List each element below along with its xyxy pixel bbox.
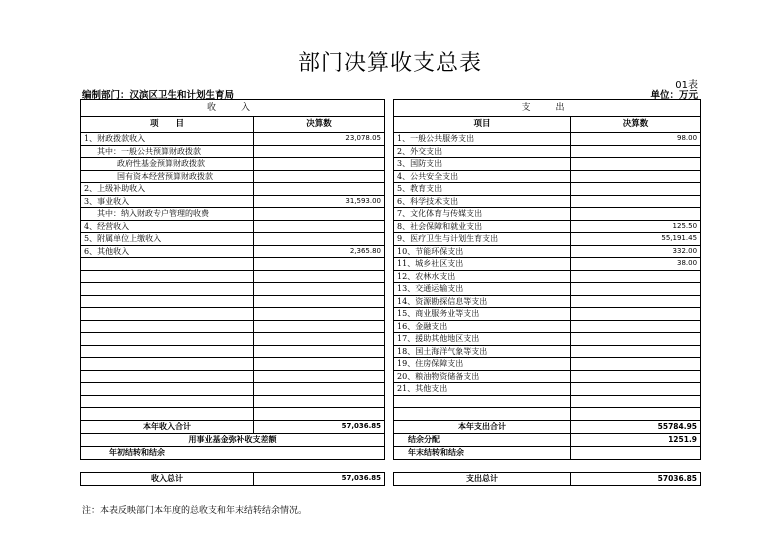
col-expense-item: 项目 (394, 117, 571, 133)
table-row (81, 195, 701, 208)
table-row (81, 358, 701, 371)
expense-item-cell: 10、节能环保支出 (394, 245, 571, 258)
expense-item-cell: 5、教育支出 (394, 183, 571, 196)
income-amount-cell (254, 233, 385, 246)
expense-amount-cell (571, 195, 701, 208)
income-amount-cell (254, 220, 385, 233)
income-item-cell (81, 383, 254, 396)
expense-amount-cell (571, 208, 701, 221)
expense-item-cell: 18、国土海洋气象等支出 (394, 345, 571, 358)
form-number: 01表 (675, 80, 698, 91)
income-item-cell (81, 408, 254, 421)
income-item-cell: 1、财政拨款收入 (81, 133, 254, 146)
expense-amount-cell: 125.50 (571, 220, 701, 233)
table-row (81, 133, 701, 146)
opening-balance-label: 年初结转和结余 (81, 446, 385, 459)
expense-total-value: 55784.95 (571, 420, 701, 433)
expense-amount-cell: 55,191.45 (571, 233, 701, 246)
expense-item-cell: 9、医疗卫生与计划生育支出 (394, 233, 571, 246)
expense-item-cell: 1、一般公共服务支出 (394, 133, 571, 146)
income-item-cell: 政府性基金预算财政拨款 (81, 158, 254, 171)
expense-item-cell (394, 395, 571, 408)
footnote: 注：本表反映部门本年度的总收支和年末结转结余情况。 (82, 506, 308, 516)
expense-item-cell: 13、交通运输支出 (394, 283, 571, 296)
income-item-cell (81, 320, 254, 333)
compiling-department: 编制部门：汉滨区卫生和计划生育局 (82, 90, 235, 101)
income-item-cell (81, 333, 254, 346)
income-item-cell: 其中：一般公共预算财政拨款 (81, 145, 254, 158)
income-amount-cell (254, 370, 385, 383)
expense-amount-cell (571, 320, 701, 333)
expense-item-cell: 11、城乡社区支出 (394, 258, 571, 271)
grand-total-row (81, 472, 701, 485)
fund-gap-row (81, 433, 701, 446)
expense-item-cell: 17、援助其他地区支出 (394, 333, 571, 346)
expense-amount-cell (571, 345, 701, 358)
table-row (81, 220, 701, 233)
expense-item-cell (394, 408, 571, 421)
expense-amount-cell (571, 333, 701, 346)
income-amount-cell (254, 320, 385, 333)
expense-amount-cell: 38.00 (571, 258, 701, 271)
expense-item-cell: 16、金融支出 (394, 320, 571, 333)
report-title: 部门决算收支总表 (297, 51, 482, 76)
income-item-cell (81, 395, 254, 408)
expense-amount-cell (571, 183, 701, 196)
income-amount-cell (254, 308, 385, 321)
grand-expense-label: 支出总计 (394, 472, 571, 485)
expense-item-cell: 2、外交支出 (394, 145, 571, 158)
income-item-cell (81, 295, 254, 308)
expense-amount-cell (571, 370, 701, 383)
table-row (81, 245, 701, 258)
column-header-row (81, 117, 701, 133)
table-row (81, 295, 701, 308)
expense-item-cell: 19、住房保障支出 (394, 358, 571, 371)
income-amount-cell: 2,365.80 (254, 245, 385, 258)
expense-total-label: 本年支出合计 (394, 420, 571, 433)
expense-amount-cell (571, 308, 701, 321)
expense-amount-cell (571, 145, 701, 158)
expense-amount-cell: 332.00 (571, 245, 701, 258)
expense-amount-cell (571, 383, 701, 396)
income-item-cell (81, 370, 254, 383)
expense-item-cell: 12、农林水支出 (394, 270, 571, 283)
table-row (81, 408, 701, 421)
expense-amount-cell (571, 358, 701, 371)
expense-amount-cell (571, 395, 701, 408)
table-row (81, 308, 701, 321)
expense-section-label: 支 出 (394, 100, 701, 117)
income-total-value: 57,036.85 (254, 420, 385, 433)
annual-total-row (81, 420, 701, 433)
income-item-cell: 6、其他收入 (81, 245, 254, 258)
income-amount-cell (254, 283, 385, 296)
section-header-row (81, 100, 701, 117)
income-item-cell: 4、经营收入 (81, 220, 254, 233)
surplus-alloc-value: 1251.9 (571, 433, 701, 446)
income-amount-cell (254, 358, 385, 371)
table-row (81, 320, 701, 333)
income-item-cell: 国有资本经营预算财政拨款 (81, 170, 254, 183)
income-amount-cell (254, 208, 385, 221)
income-amount-cell (254, 170, 385, 183)
table-row (81, 370, 701, 383)
income-amount-cell: 23,078.05 (254, 133, 385, 146)
income-amount-cell (254, 333, 385, 346)
table-row (81, 270, 701, 283)
col-income-item: 项 目 (81, 117, 254, 133)
income-amount-cell (254, 345, 385, 358)
income-amount-cell (254, 395, 385, 408)
expense-item-cell: 14、资源勘探信息等支出 (394, 295, 571, 308)
table-row (81, 333, 701, 346)
table-row (81, 383, 701, 396)
table-row (81, 395, 701, 408)
table-row (81, 208, 701, 221)
income-total-label: 本年收入合计 (81, 420, 254, 433)
income-item-cell: 5、附属单位上缴收入 (81, 233, 254, 246)
income-item-cell (81, 258, 254, 271)
income-amount-cell (254, 295, 385, 308)
expense-item-cell: 3、国防支出 (394, 158, 571, 171)
closing-balance-label: 年末结转和结余 (394, 446, 571, 459)
income-item-cell (81, 308, 254, 321)
income-amount-cell (254, 158, 385, 171)
table-row (81, 283, 701, 296)
surplus-alloc-label: 结余分配 (394, 433, 571, 446)
table-row (81, 158, 701, 171)
income-amount-cell (254, 183, 385, 196)
col-income-amount: 决算数 (254, 117, 385, 133)
expense-item-cell: 7、文化体育与传媒支出 (394, 208, 571, 221)
expense-item-cell: 6、科学技术支出 (394, 195, 571, 208)
table-row (81, 233, 701, 246)
expense-amount-cell (571, 170, 701, 183)
income-amount-cell (254, 258, 385, 271)
income-amount-cell: 31,593.00 (254, 195, 385, 208)
table-row (81, 145, 701, 158)
fund-gap-label: 用事业基金弥补收支差额 (81, 433, 385, 446)
expense-item-cell: 20、粮油物资储备支出 (394, 370, 571, 383)
income-amount-cell (254, 383, 385, 396)
col-expense-amount: 决算数 (571, 117, 701, 133)
blank-row (81, 459, 701, 472)
currency-unit: 单位：万元 (650, 90, 698, 101)
expense-amount-cell (571, 408, 701, 421)
table-row (81, 258, 701, 271)
income-item-cell (81, 345, 254, 358)
table-row (81, 183, 701, 196)
income-item-cell: 3、事业收入 (81, 195, 254, 208)
expense-item-cell: 21、其他支出 (394, 383, 571, 396)
income-amount-cell (254, 408, 385, 421)
income-item-cell (81, 283, 254, 296)
income-item-cell: 其中：纳入财政专户管理的收费 (81, 208, 254, 221)
grand-income-label: 收入总计 (81, 472, 254, 485)
income-section-label: 收 入 (81, 100, 385, 117)
income-amount-cell (254, 270, 385, 283)
expense-amount-cell (571, 283, 701, 296)
income-item-cell (81, 358, 254, 371)
income-item-cell: 2、上级补助收入 (81, 183, 254, 196)
table-row (81, 170, 701, 183)
income-amount-cell (254, 145, 385, 158)
grand-expense-value: 57036.85 (571, 472, 701, 485)
table-row (81, 345, 701, 358)
expense-amount-cell (571, 270, 701, 283)
expense-item-cell: 8、社会保障和就业支出 (394, 220, 571, 233)
grand-income-value: 57,036.85 (254, 472, 385, 485)
income-item-cell (81, 270, 254, 283)
balance-row (81, 446, 701, 459)
expense-item-cell: 4、公共安全支出 (394, 170, 571, 183)
income-expense-table (80, 99, 701, 486)
expense-amount-cell (571, 295, 701, 308)
expense-amount-cell (571, 158, 701, 171)
expense-item-cell: 15、商业服务业等支出 (394, 308, 571, 321)
expense-amount-cell: 98.00 (571, 133, 701, 146)
